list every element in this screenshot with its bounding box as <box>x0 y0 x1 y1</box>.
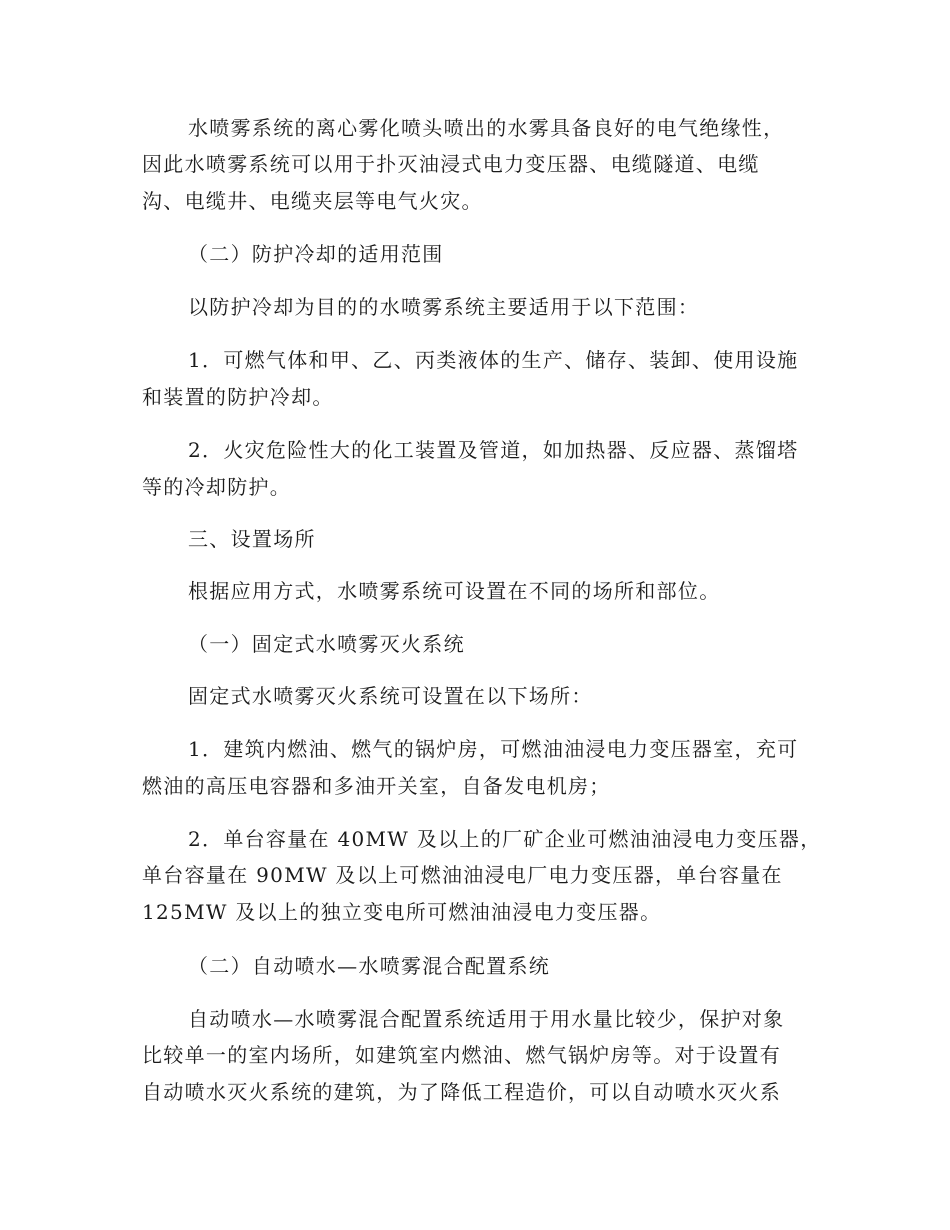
list-item-line: 2．单台容量在 40MW 及以上的厂矿企业可燃油油浸电力变压器， <box>188 827 822 851</box>
paragraph-line: 比较单一的室内场所，如建筑室内燃油、燃气锅炉房等。对于设置有 <box>142 1043 781 1067</box>
paragraph-line: 沟、电缆井、电缆夹层等电气火灾。 <box>142 189 483 213</box>
section-heading: （二）防护冷却的适用范围 <box>188 242 444 266</box>
list-item-line: 2．火灾危险性大的化工装置及管道，如加热器、反应器、蒸馏塔 <box>188 438 799 462</box>
list-item-line: 1．可燃气体和甲、乙、丙类液体的生产、储存、装卸、使用设施 <box>188 348 799 372</box>
paragraph-line: 因此水喷雾系统可以用于扑灭油浸式电力变压器、电缆隧道、电缆 <box>142 152 760 176</box>
paragraph-line: 根据应用方式，水喷雾系统可设置在不同的场所和部位。 <box>188 579 721 603</box>
list-item-line: 和装置的防护冷却。 <box>142 385 334 409</box>
paragraph-line: 固定式水喷雾灭火系统可设置在以下场所： <box>188 684 593 708</box>
section-heading: 三、设置场所 <box>188 527 316 551</box>
section-heading: （一）固定式水喷雾灭火系统 <box>188 632 465 656</box>
paragraph-line: 自动喷水灭火系统的建筑，为了降低工程造价，可以自动喷水灭火系 <box>142 1080 781 1104</box>
list-item-line: 单台容量在 90MW 及以上可燃油油浸电厂电力变压器，单台容量在 <box>142 863 783 887</box>
list-item-line: 燃油的高压电容器和多油开关室，自备发电机房； <box>142 774 611 798</box>
paragraph-line: 水喷雾系统的离心雾化喷头喷出的水雾具备良好的电气绝缘性， <box>188 116 785 140</box>
list-item-line: 1．建筑内燃油、燃气的锅炉房，可燃油油浸电力变压器室，充可 <box>188 737 799 761</box>
list-item-line: 125MW 及以上的独立变电所可燃油油浸电力变压器。 <box>142 900 662 924</box>
list-item-line: 等的冷却防护。 <box>142 475 292 499</box>
paragraph-line: 自动喷水—水喷雾混合配置系统适用于用水量比较少，保护对象 <box>188 1007 785 1031</box>
section-heading: （二）自动喷水—水喷雾混合配置系统 <box>188 954 551 978</box>
paragraph-line: 以防护冷却为目的的水喷雾系统主要适用于以下范围： <box>188 295 700 319</box>
